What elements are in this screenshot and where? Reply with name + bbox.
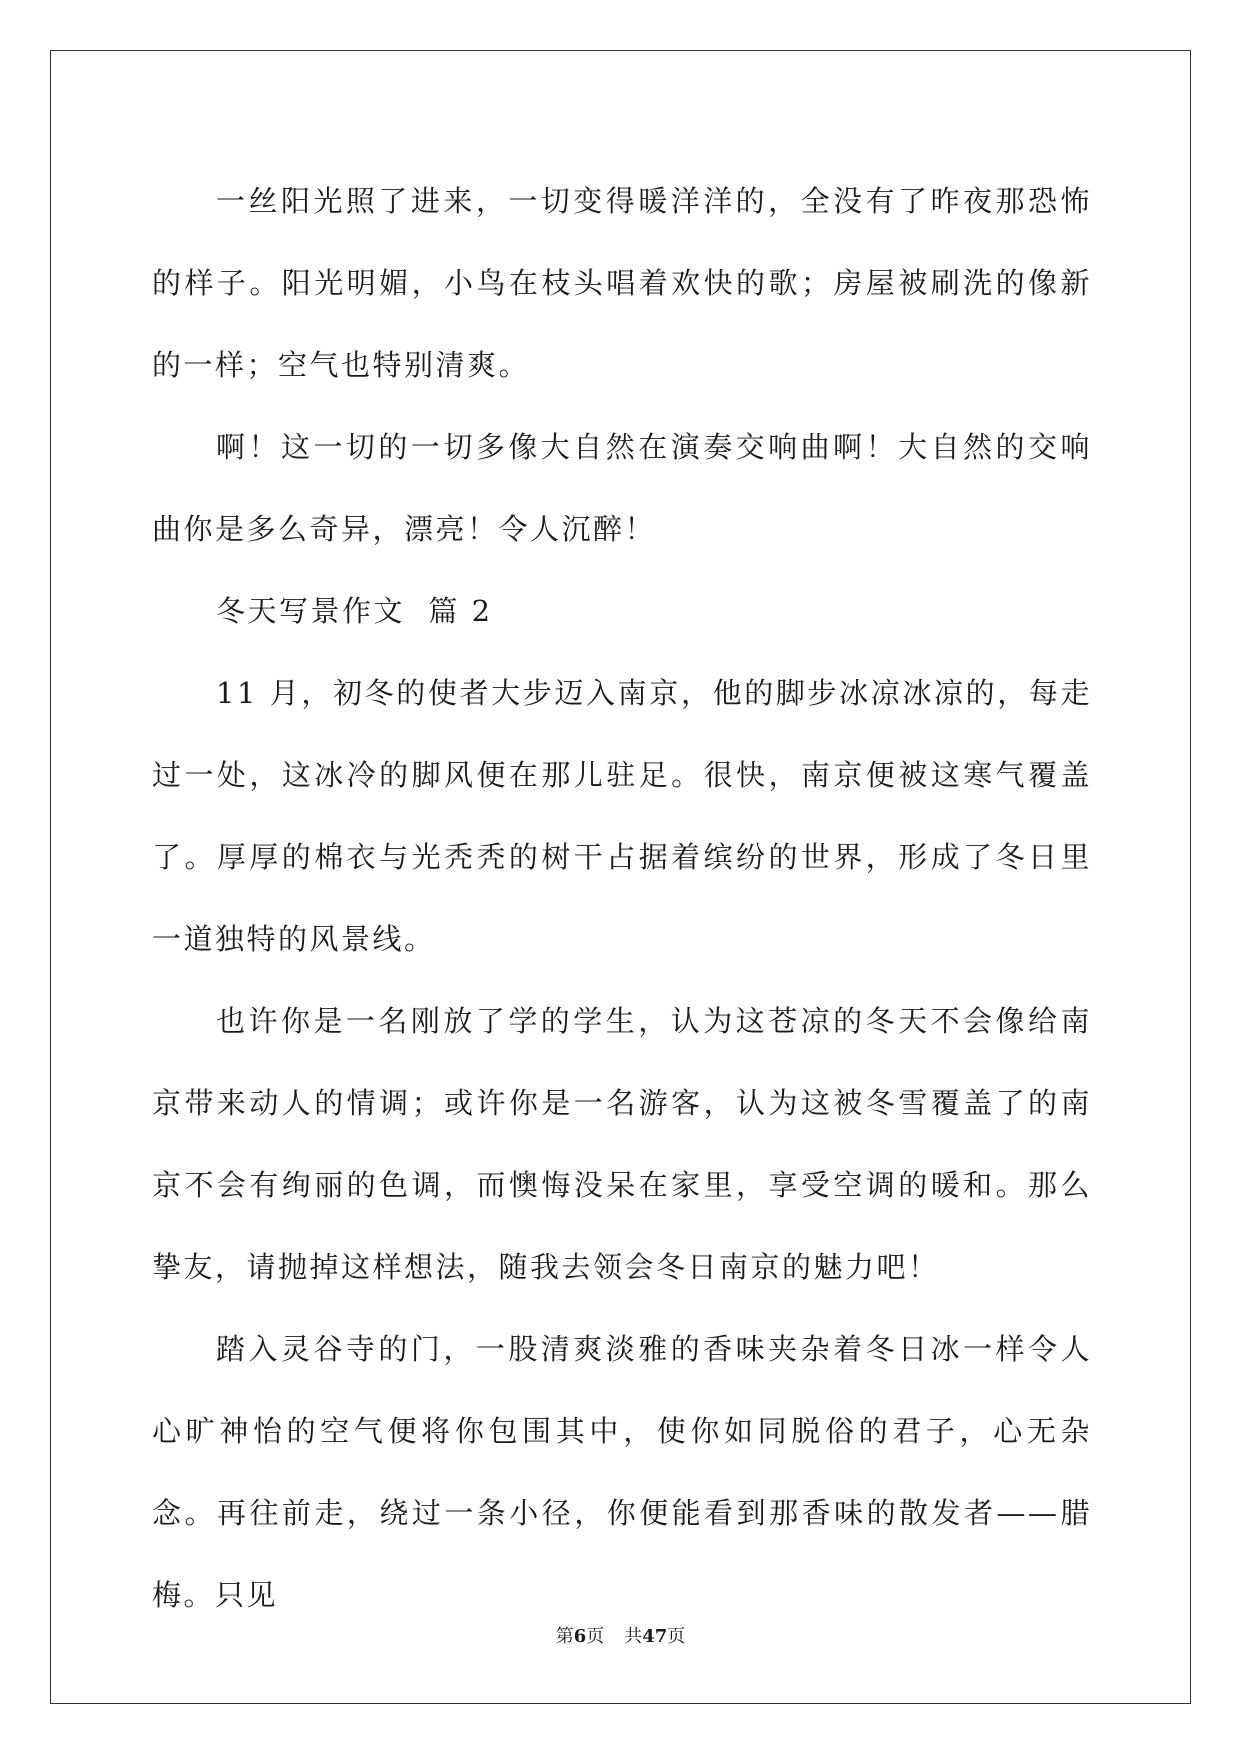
paragraph: 踏入灵谷寺的门，一股清爽淡雅的香味夹杂着冬日冰一样令人心旷神怡的空气便将你包围其中，使你如同脱俗的君子，心无杂念。再往前走，绕过一条小径，你便能看到那香味的散发者——腊梅。只见 (152, 1332, 1092, 1612)
footer-page-suffix: 页 (586, 1626, 605, 1647)
footer-total-suffix: 页 (667, 1626, 686, 1647)
page-number: 6 (573, 1626, 587, 1647)
footer-total-prefix: 共 (624, 1626, 643, 1647)
paragraph: 也许你是一名刚放了学的学生，认为这苍凉的冬天不会像给南京带来动人的情调；或许你是一名游客，认为这被冬雪覆盖了的南京不会有绚丽的色调，而懊悔没呆在家里，享受空调的暖和。那么挚友，请抛掉这样想法，随我去领会冬日南京的魅力吧！ (152, 1004, 1092, 1284)
paragraph: 一丝阳光照了进来，一切变得暖洋洋的，全没有了昨夜那恐怖的样子。阳光明媚，小鸟在枝头唱着欢快的歌；房屋被刷洗的像新的一样；空气也特别清爽。 (152, 184, 1092, 382)
document-body (152, 160, 1092, 1636)
section-heading: 冬天写景作文 篇 2 (216, 594, 493, 628)
total-pages: 47 (642, 1626, 668, 1647)
page-footer (0, 1622, 1241, 1648)
paragraph: 11 月，初冬的使者大步迈入南京，他的脚步冰凉冰凉的，每走过一处，这冰冷的脚风便在那儿驻足。很快，南京便被这寒气覆盖了。厚厚的棉衣与光秃秃的树干占据着缤纷的世界，形成了冬日里一道独特的风景线。 (152, 676, 1092, 956)
paragraph: 啊！这一切的一切多像大自然在演奏交响曲啊！大自然的交响曲你是多么奇异，漂亮！令人沉醉！ (152, 430, 1092, 546)
footer-prefix: 第 (555, 1626, 574, 1647)
